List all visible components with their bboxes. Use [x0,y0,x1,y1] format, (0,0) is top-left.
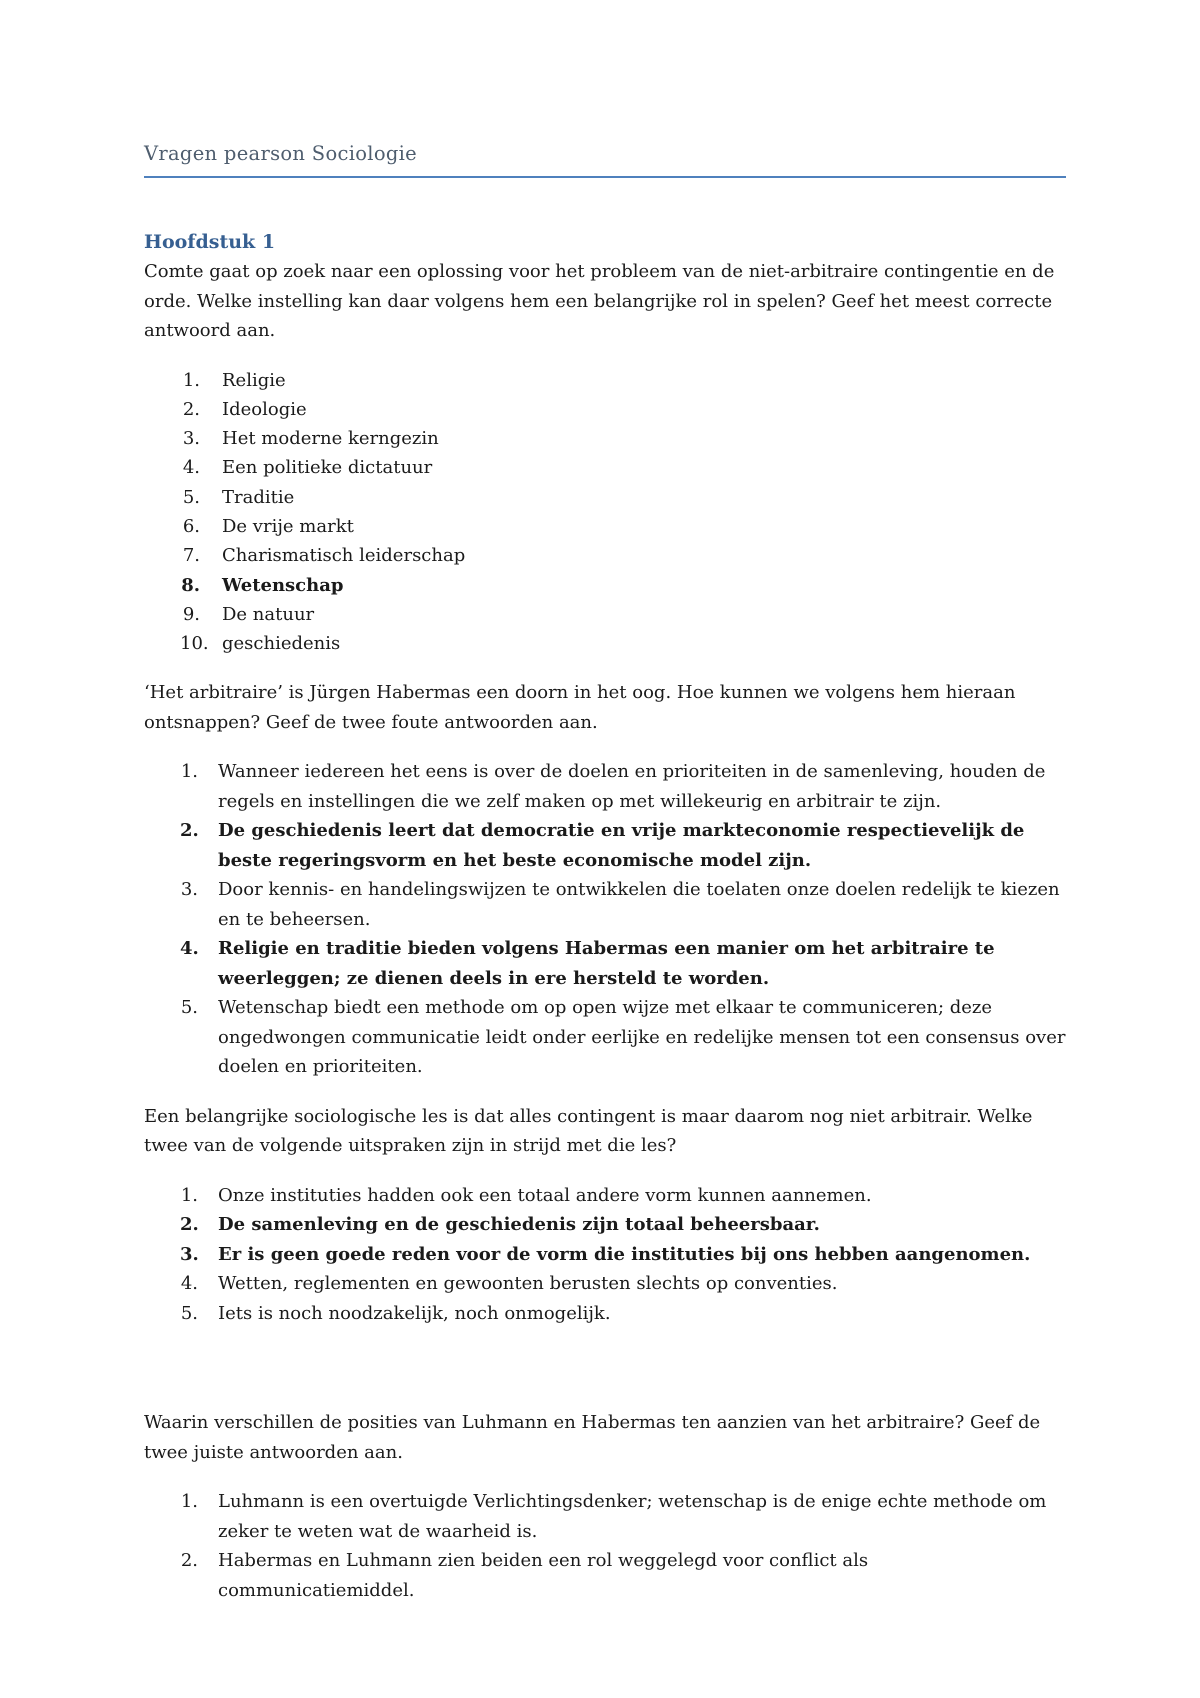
option-item-correct: 2. De geschiedenis leert dat democratie en vrije markteconomie respectievelijk de beste regeringsvorm en het beste economische model zijn. [180,820,1025,871]
option-item: 1. Luhmann is een overtuigde Verlichtingsdenker; wetenschap is de enige echte methode om zeker te weten wat de waarheid is. [180,1491,1047,1542]
question-2-text: ‘Het arbitraire’ is Jürgen Habermas een doorn in het oog. Hoe kunnen we volgens hem hieraan ontsnappen? Geef de twee foute antwoorden aan. [144,682,1016,733]
option-item-correct: 2. De samenleving en de geschiedenis zijn totaal beheersbaar. [180,1214,820,1236]
option-item: 4. Een politieke dictatuur [182,457,433,479]
option-item: 2. Ideologie [182,398,307,420]
option-item: 1. Wanneer iedereen het eens is over de doelen en prioriteiten in de samenleving, houden de regels en instellingen die we zelf maken op met willekeurig en arbitrair te zijn. [180,761,1046,812]
question-3-options [180,1181,1066,1329]
option-item-correct: 8. Wetenschap [181,574,344,596]
option-item: 3. Door kennis- en handelingswijzen te ontwikkelen die toelaten onze doelen redelijk te kiezen en te beheersen. [180,879,1060,930]
question-3-text: Een belangrijke sociologische les is dat alles contingent is maar daarom nog niet arbitrair. Welke twee van de volgende uitspraken zijn in strijd met die les? [144,1105,1033,1157]
question-2-options [180,757,1066,1082]
title-underline [144,176,1066,178]
option-item-correct: 4. Religie en traditie bieden volgens Habermas een manier om het arbitraire te weerleggen; ze dienen deels in ere hersteld te worden. [180,938,995,989]
chapter-heading: Hoofdstuk 1 [144,231,276,253]
option-item: 5. Wetenschap biedt een methode om op open wijze met elkaar te communiceren; deze ongedwongen communicatie leidt onder eerlijke en redelijke mensen tot een consensus over doelen en prioriteiten. [180,997,1066,1078]
document-title: Vragen pearson Sociologie [144,142,418,165]
option-item: 1. Onze instituties hadden ook een totaal andere vorm kunnen aannemen. [180,1184,872,1206]
option-item: 4. Wetten, reglementen en gewoonten berusten slechts op conventies. [180,1273,838,1295]
option-item: 1. Religie [182,369,286,391]
question-1-options [180,366,1066,659]
option-item-correct: 3. Er is geen goede reden voor de vorm die instituties bij ons hebben aangenomen. [180,1243,1031,1265]
option-item: 6. De vrije markt [182,515,354,537]
option-item: 5. Iets is noch noodzakelijk, noch onmogelijk. [180,1302,611,1324]
question-4-text: Waarin verschillen de posities van Luhmann en Habermas ten aanzien van het arbitraire? Geef de twee juiste antwoorden aan. [144,1412,1041,1463]
option-item: 10. geschiedenis [180,633,341,655]
option-item: 2. Habermas en Luhmann zien beiden een rol weggelegd voor conflict als communicatiemiddel. [180,1550,869,1601]
question-4-options [180,1487,1066,1605]
option-item: 9. De natuur [182,603,315,625]
option-item: 7. Charismatisch leiderschap [182,545,466,567]
question-1-text: Comte gaat op zoek naar een oplossing voor het probleem van de niet-arbitraire contingentie en de orde. Welke instelling kan daar volgens hem een belangrijke rol in spelen? Geef het meest correcte antwoord aan. [144,261,1055,341]
option-item: 5. Traditie [182,486,295,508]
document-body [144,228,1066,1605]
option-item: 3. Het moderne kerngezin [182,428,439,450]
